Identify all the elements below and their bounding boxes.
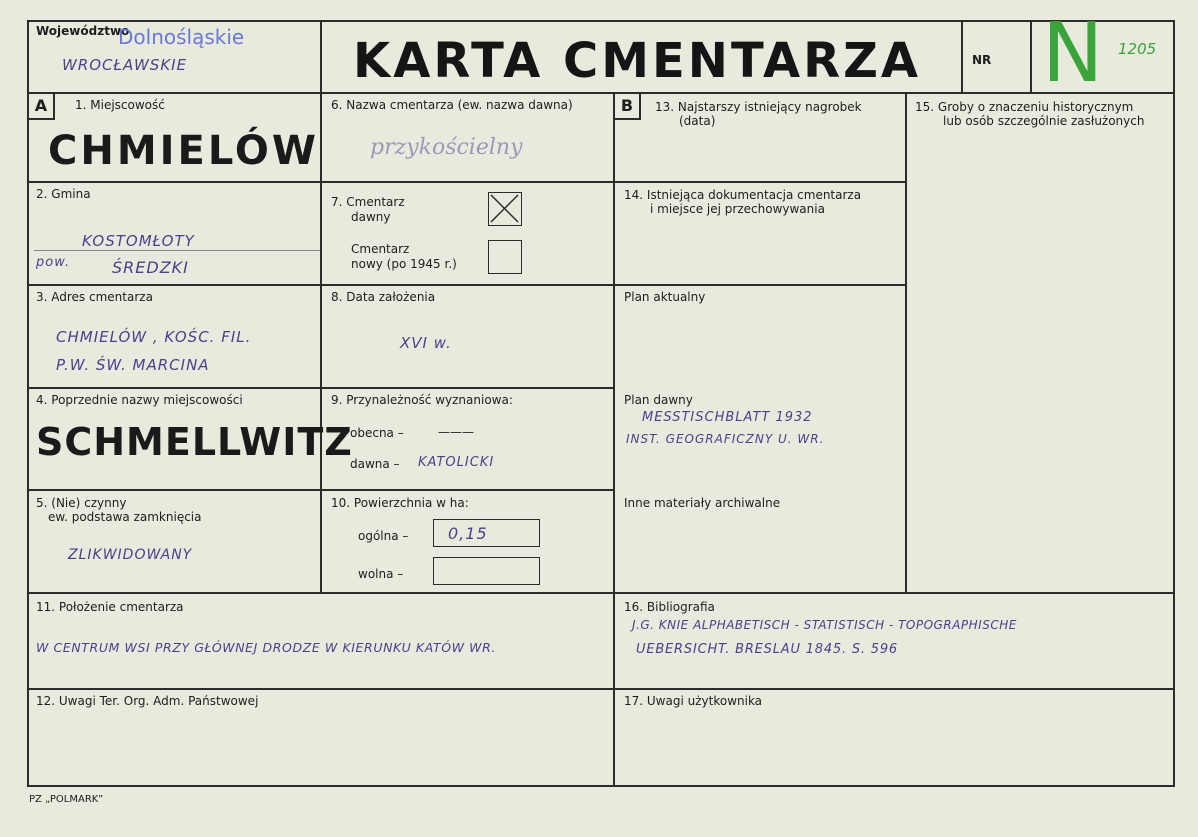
field-9-current-value: ——— [438,425,474,439]
province-label: Województwo [36,24,130,38]
field-2-value: KOSTOMŁOTY [82,232,195,250]
divider [27,592,1175,594]
field-13-label-2: (data) [679,114,716,128]
field-16-line-1: J.G. KNIE ALPHABETISCH - STATISTISCH - TOPOGRAPHISCHE [632,618,1017,632]
nr-letter: N [1042,6,1104,101]
plan-old-line-2: INST. GEOGRAFICZNY U. WR. [626,432,825,446]
field-9-current-label: obecna – [350,426,404,440]
field-6-label: 6. Nazwa cmentarza (ew. nazwa dawna) [331,98,573,112]
field-5-label: 5. (Nie) czynny [36,496,127,510]
field-3-line2: P.W. ŚW. MARCINA [56,356,210,374]
field-17-label: 17. Uwagi użytkownika [624,694,763,708]
field-1-value: CHMIELÓW [48,128,320,174]
field-8-value: XVI w. [400,334,452,352]
field-10-free-label: wolna – [358,567,404,581]
divider [27,284,907,286]
divider [27,92,1175,94]
field-7-label-1: 7. Cmentarz [331,195,405,209]
field-5-value: ZLIKWIDOWANY [68,547,193,563]
divider [905,92,907,592]
nr-label: NR [972,53,992,67]
divider [34,250,320,251]
province-value: WROCŁAWSKIE [62,56,188,74]
field-7-label-2: dawny [351,210,391,224]
plan-current-label: Plan aktualny [624,290,706,304]
field-14-label: 14. Istniejąca dokumentacja cmentarza [624,188,862,202]
divider [320,20,322,592]
field-12-label: 12. Uwagi Ter. Org. Adm. Państwowej [36,694,259,708]
field-9-label: 9. Przynależność wyznaniowa: [331,393,513,407]
old-cemetery-checkbox [488,192,522,226]
field-3-line1: CHMIELÓW , KOŚC. FIL. [56,328,252,346]
field-15-label-2: lub osób szczególnie zasłużonych [943,114,1145,128]
field-3-label: 3. Adres cmentarza [36,290,153,304]
field-7-label-4: nowy (po 1945 r.) [351,257,457,271]
field-7-label-3: Cmentarz [351,242,410,256]
field-10-total-label: ogólna – [358,529,409,543]
divider [961,20,963,92]
free-area-box [433,557,540,585]
field-11-label: 11. Położenie cmentarza [36,600,184,614]
field-14-label-2: i miejsce jej przechowywania [650,202,825,216]
printer-imprint: PZ „POLMARK” [29,794,104,805]
plan-old-label: Plan dawny [624,393,693,407]
field-2-value2: ŚREDZKI [112,258,189,277]
card-title: KARTA CMENTARZA [353,33,922,89]
field-2-label: 2. Gmina [36,187,91,201]
total-area-box [433,519,540,547]
field-6-value: przykościelny [370,135,523,160]
field-10-label: 10. Powierzchnia w ha: [331,496,469,510]
plan-old-line-1: MESSTISCHBLATT 1932 [642,410,813,425]
divider [613,92,615,787]
field-9-former-label: dawna – [350,457,400,471]
field-11-value: W CENTRUM WSI PRZY GŁÓWNEJ DRODZE W KIERUNKU KATÓW WR. [36,640,496,655]
field-1-label: 1. Miejscowość [75,98,165,112]
field-9-former-value: KATOLICKI [418,455,495,470]
field-4-value: SCHMELLWITZ [36,420,353,464]
field-5-label-2: ew. podstawa zamknięcia [48,510,202,524]
field-10-total-value: 0,15 [448,524,488,543]
field-15-label: 15. Groby o znaczeniu historycznym [915,100,1134,114]
divider [1030,20,1032,92]
field-13-label: 13. Najstarszy istniejący nagrobek [655,100,862,114]
divider [27,688,1175,690]
field-16-label: 16. Bibliografia [624,600,715,614]
field-8-label: 8. Data założenia [331,290,436,304]
nr-number: 1205 [1118,40,1157,58]
province-stamp: Dolnośląskie [118,25,245,49]
other-materials-label: Inne materiały archiwalne [624,496,781,510]
field-16-line-2: UEBERSICHT. BRESLAU 1845. S. 596 [636,642,898,657]
field-4-label: 4. Poprzednie nazwy miejscowości [36,393,243,407]
new-cemetery-checkbox [488,240,522,274]
section-b-tag: B [615,94,641,120]
divider [615,181,905,183]
check-cross-icon [489,193,520,224]
field-2-pow: pow. [36,255,71,270]
section-a-tag: A [29,94,55,120]
